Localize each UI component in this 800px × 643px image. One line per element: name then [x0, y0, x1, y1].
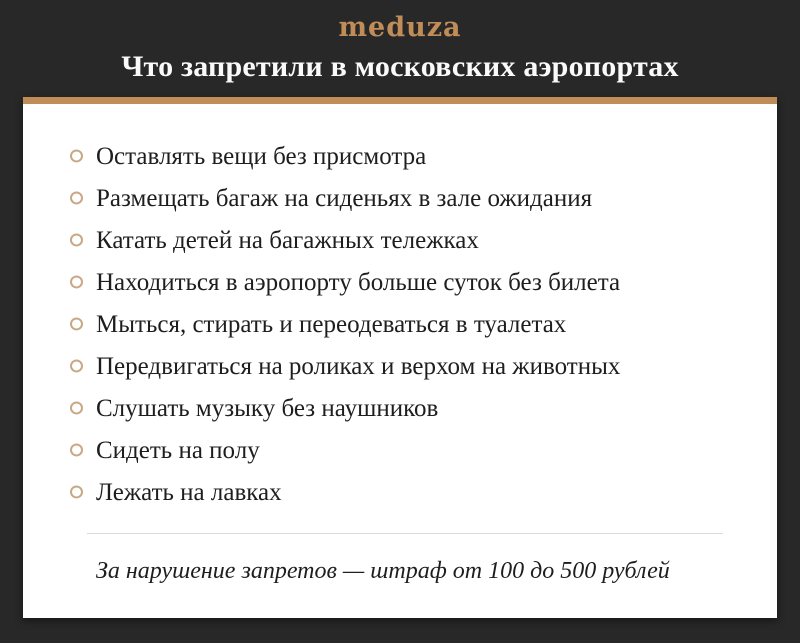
- meduza-logo: meduza: [338, 12, 462, 43]
- list-item-label: Оставлять вещи без присмотра: [96, 143, 427, 170]
- list-item-label: Слушать музыку без наушников: [96, 395, 439, 422]
- list-item: [70, 220, 737, 262]
- list-item-label: Размещать багаж на сиденьях в зале ожидания: [96, 185, 593, 212]
- list-item: [70, 304, 737, 346]
- bullet-icon: [70, 317, 83, 330]
- page-title: Что запретили в московских аэропортах: [121, 50, 679, 83]
- list-item-label: Находиться в аэропорту больше суток без билета: [96, 269, 621, 296]
- bullet-icon: [70, 275, 83, 288]
- bullet-icon: [70, 401, 83, 414]
- content-card: [23, 97, 777, 618]
- bullet-icon: [70, 485, 83, 498]
- list-item-label: Сидеть на полу: [96, 437, 260, 464]
- divider: [87, 533, 723, 534]
- list-item: [70, 136, 737, 178]
- bullet-icon: [70, 443, 83, 456]
- bullet-icon: [70, 359, 83, 372]
- list-item: [70, 388, 737, 430]
- list-item-label: Мыться, стирать и переодеваться в туалетах: [96, 311, 567, 338]
- list-item: [70, 346, 737, 388]
- footnote: За нарушение запретов — штраф от 100 до 500 рублей: [96, 558, 670, 584]
- ban-list: [23, 136, 777, 514]
- list-item-label: Лежать на лавках: [96, 479, 282, 506]
- list-item-label: Катать детей на багажных тележках: [96, 227, 479, 254]
- accent-bar: [23, 97, 777, 104]
- list-item: [70, 472, 737, 514]
- list-item: [70, 178, 737, 220]
- list-item-label: Передвигаться на роликах и верхом на животных: [96, 353, 621, 380]
- header: [0, 0, 800, 84]
- bullet-icon: [70, 149, 83, 162]
- list-item: [70, 430, 737, 472]
- list-item: [70, 262, 737, 304]
- bullet-icon: [70, 233, 83, 246]
- bullet-icon: [70, 191, 83, 204]
